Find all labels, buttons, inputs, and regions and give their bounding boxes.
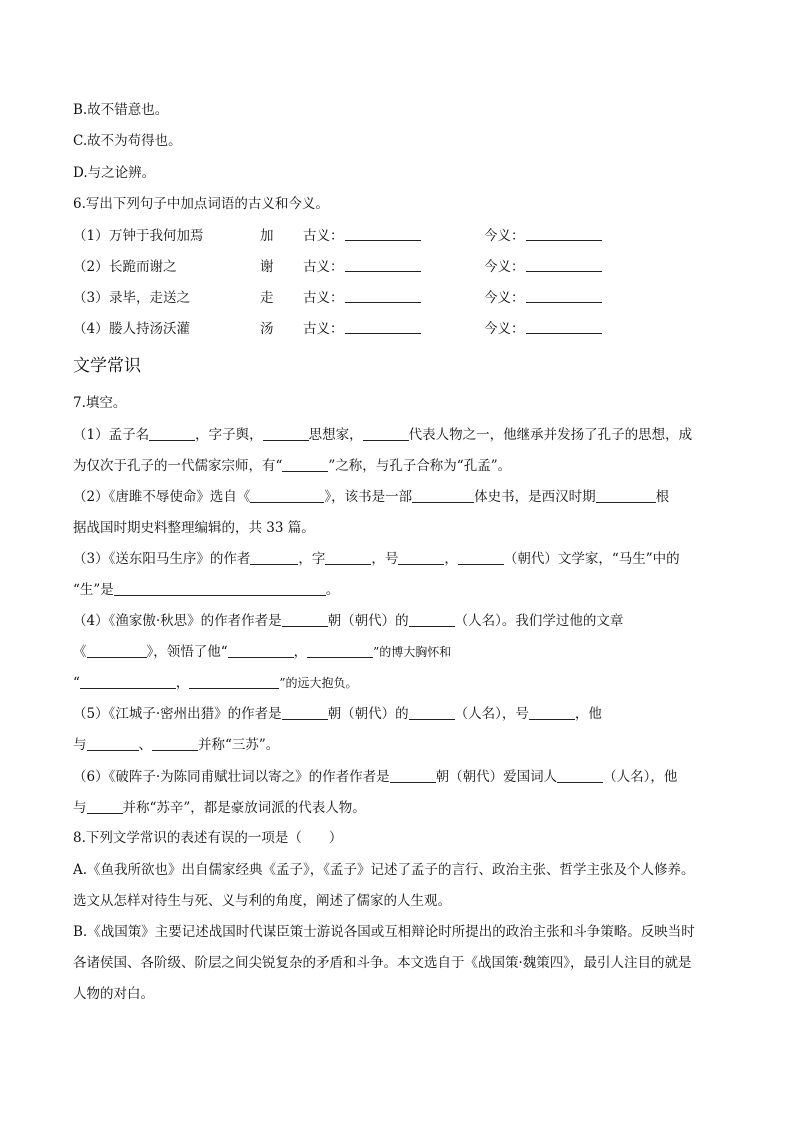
fill-blank[interactable] bbox=[557, 768, 603, 783]
text: 与 bbox=[73, 737, 87, 753]
text: “ bbox=[73, 675, 80, 691]
text: ，字子舆， bbox=[195, 427, 263, 443]
fill-blank[interactable] bbox=[114, 581, 326, 596]
text: （人名），号 bbox=[454, 706, 529, 722]
q6-jin-blank[interactable] bbox=[526, 288, 602, 303]
q6-gu-blank[interactable] bbox=[345, 257, 421, 272]
fill-blank[interactable] bbox=[149, 426, 195, 441]
q6-jin-label: 今义： bbox=[484, 290, 525, 306]
q6-row-num: （1） bbox=[73, 228, 109, 244]
q6-jin-blank[interactable] bbox=[526, 319, 602, 334]
q7-item-2-line-2: 据战国时期史料整理编辑的，共 33 篇。 bbox=[73, 520, 315, 536]
q6-row-word: 谢 bbox=[260, 259, 274, 275]
text: ， bbox=[175, 675, 190, 691]
q6-row-sentence: 媵人持汤沃灌 bbox=[109, 321, 190, 337]
q8-option-a-line-1: A.《鱼我所欲也》出自儒家经典《孟子》，《孟子》记述了孟子的言行、政治主张、哲学主张及个人修养。 bbox=[73, 862, 695, 878]
q7-item-3-line-1 bbox=[73, 549, 680, 569]
q8-option-a-line-2: 选文从怎样对待生与死、义与利的角度，阐述了儒家的人生观。 bbox=[73, 893, 451, 909]
text: （朝代）文学家，“马生”中的 bbox=[503, 551, 680, 567]
text: 根 bbox=[655, 489, 670, 505]
fill-blank[interactable] bbox=[596, 488, 656, 503]
fill-blank[interactable] bbox=[189, 674, 279, 689]
fill-blank[interactable] bbox=[282, 705, 328, 720]
text: 朝（朝代）的 bbox=[327, 706, 409, 722]
fill-blank[interactable] bbox=[263, 426, 309, 441]
text: “生”是 bbox=[73, 582, 114, 598]
q7-stem: 7.填空。 bbox=[73, 395, 127, 411]
fill-blank[interactable] bbox=[250, 488, 324, 503]
q5-option-c: C.故不为苟得也。 bbox=[73, 133, 182, 149]
text: ”的远大抱负。 bbox=[279, 676, 358, 690]
q7-item-4-line-2 bbox=[73, 642, 451, 662]
text: （人名），他 bbox=[603, 769, 678, 785]
text: 朝（朝代）爱国词人 bbox=[435, 769, 558, 785]
text: 朝（朝代）的 bbox=[327, 613, 409, 629]
fill-blank[interactable] bbox=[458, 550, 504, 565]
text: ，号 bbox=[371, 551, 399, 567]
q6-stem: 6.写出下列句子中加点词语的古义和今义。 bbox=[73, 196, 329, 212]
q6-row-word: 加 bbox=[260, 228, 274, 244]
q6-row-word: 走 bbox=[260, 290, 274, 306]
q6-gu-label: 古义： bbox=[303, 321, 344, 337]
text: ”的博大胸怀和 bbox=[373, 645, 452, 659]
q8-stem: 8.下列文学常识的表述有误的一项是（ ） bbox=[73, 830, 343, 846]
fill-blank[interactable] bbox=[412, 488, 474, 503]
fill-blank[interactable] bbox=[398, 550, 444, 565]
text: ，字 bbox=[298, 551, 326, 567]
q7-item-6-line-1 bbox=[73, 767, 677, 787]
q6-jin-label: 今义： bbox=[484, 228, 525, 244]
text: ， bbox=[293, 644, 308, 660]
section-title: 文学常识 bbox=[73, 356, 141, 376]
q7-item-1-line-1 bbox=[73, 425, 692, 445]
text: ”之称，与孔子合称为“孔孟”。 bbox=[328, 458, 512, 474]
q6-row-num: （3） bbox=[73, 290, 109, 306]
text: （1）孟子名 bbox=[73, 427, 150, 443]
fill-blank[interactable] bbox=[250, 550, 298, 565]
fill-blank[interactable] bbox=[152, 736, 198, 751]
q8-option-b-line-1: B.《战国策》主要记述战国时代谋臣策士游说各国或互相辩论时所提出的政治主张和斗争策略。反映当时 bbox=[73, 924, 695, 940]
text: 为仅次于孔子的一代儒家宗师，有“ bbox=[73, 458, 283, 474]
fill-blank[interactable] bbox=[363, 426, 409, 441]
q6-gu-label: 古义： bbox=[303, 228, 344, 244]
text: （人名）。我们学过他的文章 bbox=[454, 613, 624, 629]
q6-jin-label: 今义： bbox=[484, 321, 525, 337]
q7-item-4-line-1 bbox=[73, 611, 623, 631]
q6-row-sentence: 长跪而谢之 bbox=[109, 259, 177, 275]
text: （4）《渔家傲·秋思》的作者作者是 bbox=[73, 613, 282, 629]
text: 》，领悟了他“ bbox=[146, 644, 228, 660]
text: （5）《江城子·密州出猎》的作者是 bbox=[73, 706, 282, 722]
q7-item-2-line-1 bbox=[73, 487, 669, 507]
fill-blank[interactable] bbox=[80, 674, 176, 689]
fill-blank[interactable] bbox=[87, 799, 123, 814]
fill-blank[interactable] bbox=[307, 643, 373, 658]
text: （2）《唐雎不辱使命》选自《 bbox=[73, 489, 251, 505]
fill-blank[interactable] bbox=[87, 736, 139, 751]
q8-option-b-line-3: 人物的对白。 bbox=[73, 986, 154, 1002]
fill-blank[interactable] bbox=[409, 612, 455, 627]
text: 。 bbox=[325, 582, 340, 598]
text: ，他 bbox=[574, 706, 602, 722]
text: 体史书，是西汉时期 bbox=[474, 489, 596, 505]
q7-item-1-line-2 bbox=[73, 456, 511, 476]
text: 并称“三苏”。 bbox=[198, 737, 280, 753]
text: （3）《送东阳马生序》的作者 bbox=[73, 551, 251, 567]
q6-gu-blank[interactable] bbox=[345, 226, 421, 241]
q7-item-4-line-3 bbox=[73, 673, 358, 693]
fill-blank[interactable] bbox=[390, 768, 436, 783]
text: 思想家， bbox=[308, 427, 363, 443]
q6-jin-blank[interactable] bbox=[526, 257, 602, 272]
text: 并称“苏辛”，都是豪放词派的代表人物。 bbox=[122, 800, 366, 816]
q7-item-5-line-1 bbox=[73, 704, 602, 724]
fill-blank[interactable] bbox=[282, 457, 328, 472]
text: 代表人物之一，他继承并发扬了孔子的思想，成 bbox=[408, 427, 693, 443]
fill-blank[interactable] bbox=[529, 705, 575, 720]
q6-gu-label: 古义： bbox=[303, 259, 344, 275]
text: ， bbox=[444, 551, 458, 567]
q5-option-d: D.与之论辨。 bbox=[73, 165, 156, 181]
q7-item-5-line-2 bbox=[73, 735, 279, 755]
text: （6）《破阵子·为陈同甫赋壮词以寄之》的作者作者是 bbox=[73, 769, 390, 785]
text: 与 bbox=[73, 800, 87, 816]
q6-row-num: （2） bbox=[73, 259, 109, 275]
fill-blank[interactable] bbox=[409, 705, 455, 720]
q6-row-sentence: 录毕，走送之 bbox=[109, 290, 190, 306]
q6-row-sentence: 万钟于我何加焉 bbox=[109, 228, 204, 244]
fill-blank[interactable] bbox=[87, 643, 147, 658]
fill-blank[interactable] bbox=[282, 612, 328, 627]
q8-option-b-line-2: 各诸侯国、各阶级、阶层之间尖锐复杂的矛盾和斗争。本文选自于《战国策·魏策四》，最引人注目的就是 bbox=[73, 955, 692, 971]
q6-row-word: 汤 bbox=[260, 321, 274, 337]
q6-jin-label: 今义： bbox=[484, 259, 525, 275]
q6-row-num: （4） bbox=[73, 321, 109, 337]
q6-gu-blank[interactable] bbox=[345, 288, 421, 303]
text: 》，该书是一部 bbox=[324, 489, 413, 505]
q6-gu-label: 古义： bbox=[303, 290, 344, 306]
fill-blank[interactable] bbox=[325, 550, 371, 565]
q7-item-6-line-2 bbox=[73, 798, 366, 818]
fill-blank[interactable] bbox=[228, 643, 294, 658]
q6-gu-blank[interactable] bbox=[345, 319, 421, 334]
q6-jin-blank[interactable] bbox=[526, 226, 602, 241]
q5-option-b: B.故不错意也。 bbox=[73, 102, 169, 118]
text: 、 bbox=[138, 737, 152, 753]
q7-item-3-line-2 bbox=[73, 580, 339, 600]
text: 《 bbox=[73, 644, 87, 660]
